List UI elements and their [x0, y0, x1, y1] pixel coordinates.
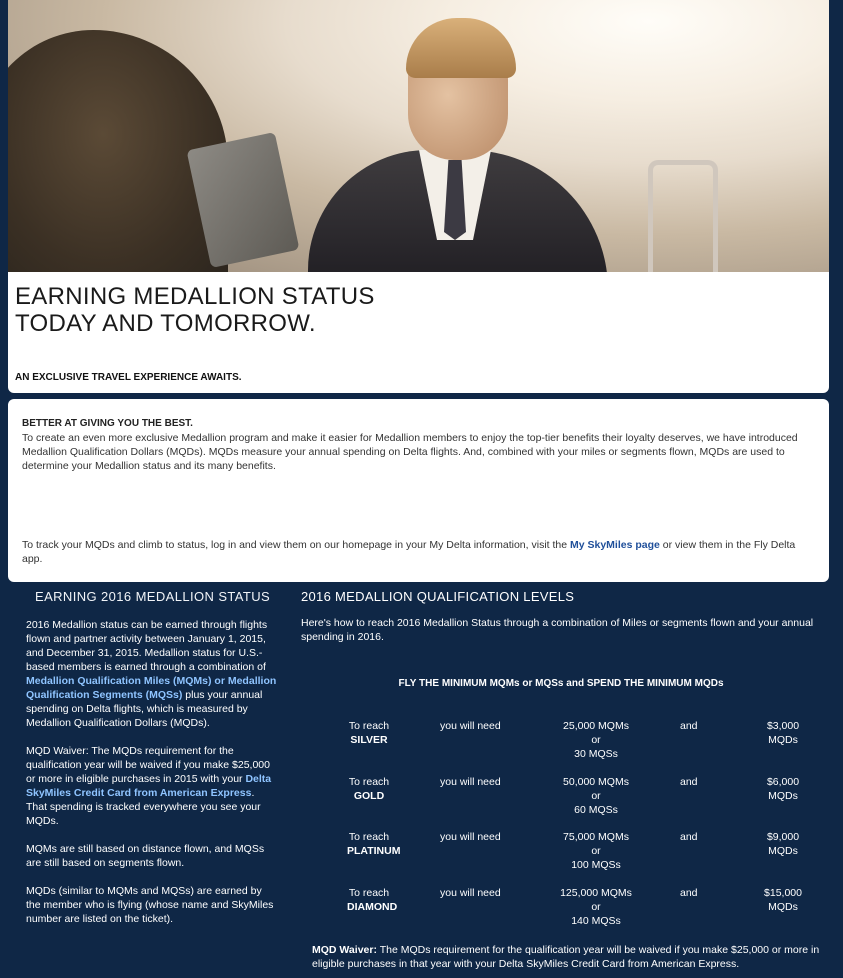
mqd-value: $6,000: [766, 776, 800, 788]
to-reach-label: To reach: [348, 776, 390, 788]
mqm-requirement: [551, 775, 641, 817]
and-label: and: [680, 831, 698, 843]
you-need-label: you will need: [440, 720, 501, 732]
earning-paragraph-1: [26, 618, 278, 730]
page-title: [15, 283, 375, 337]
page-title-line2: TODAY AND TOMORROW.: [15, 310, 316, 337]
and-label: and: [680, 720, 698, 732]
earning-paragraph-2: [26, 744, 278, 828]
earning-paragraph-4: MQDs (similar to MQMs and MQSs) are earned by the member who is flying (whose name and SkyMiles number are listed on the ticket).: [26, 885, 274, 925]
you-need-label: you will need: [440, 776, 501, 788]
level-tier-cell: [347, 775, 391, 803]
mqm-requirement: [551, 830, 641, 872]
you-need-label: you will need: [440, 831, 501, 843]
or-label: or: [591, 790, 601, 802]
title-card: [8, 272, 829, 393]
mqd-value: $9,000: [766, 831, 800, 843]
hero-hair: [406, 18, 516, 78]
mqd-waiver-note: [312, 943, 822, 971]
mqd-requirement: [755, 886, 811, 914]
level-row-silver: [301, 719, 821, 767]
levels-intro: Here's how to reach 2016 Medallion Status through a combination of Miles or segments flown and your annual spending in 2016.: [301, 617, 814, 643]
track-text-before: To track your MQDs and climb to status, log in and view them on our homepage in your My Delta information, visit the: [22, 539, 570, 551]
intro-track-text: [22, 538, 817, 566]
waiver-label: MQD Waiver:: [312, 944, 377, 956]
mqm-mqs-link[interactable]: Medallion Qualification Miles (MQMs) or Medallion Qualification Segments (MQSs): [26, 675, 277, 701]
track-text-after: or view them in the Fly Delta app.: [22, 539, 796, 565]
levels-heading: 2016 MEDALLION QUALIFICATION LEVELS: [301, 589, 575, 604]
earning-section: [26, 590, 278, 940]
intro-heading: BETTER AT GIVING YOU THE BEST.: [22, 418, 193, 429]
mqd-value: $3,000: [766, 720, 800, 732]
mqd-unit: MQDs: [768, 901, 798, 913]
mqm-requirement: [551, 719, 641, 761]
mqd-unit: MQDs: [768, 734, 798, 746]
level-tier-cell: [347, 830, 401, 858]
mqd-requirement: [755, 830, 811, 858]
mqm-value: 25,000 MQMs: [563, 720, 629, 732]
mqd-unit: MQDs: [768, 790, 798, 802]
earning-p2-after: . That spending is tracked everywhere you see your MQDs.: [26, 787, 261, 827]
levels-section: [301, 589, 821, 970]
mqs-value: 100 MQSs: [571, 859, 621, 871]
mqm-value: 125,000 MQMs: [560, 887, 632, 899]
or-label: or: [591, 845, 601, 857]
and-label: and: [680, 887, 698, 899]
page-title-line1: EARNING MEDALLION STATUS: [15, 283, 375, 310]
or-label: or: [591, 734, 601, 746]
to-reach-label: To reach: [348, 831, 390, 843]
earning-paragraph-3: MQMs are still based on distance flown, and MQSs are still based on segments flown.: [26, 843, 265, 869]
level-row-diamond: [301, 886, 821, 934]
earning-heading: EARNING 2016 MEDALLION STATUS: [35, 589, 271, 604]
earning-p2-before: MQD Waiver: The MQDs requirement for the qualification year will be waived if you make $25,000 or more in eligible purchases in 2015 with your: [26, 745, 270, 785]
tier-name: PLATINUM: [347, 845, 401, 857]
intro-body: To create an even more exclusive Medallion program and make it easier for Medallion members to enjoy the top-tier benefits their loyalty deserves, we have introduced Medallion Qualification Dollars (MQDs). MQDs measure your annual spending on Delta flights. And, combined with your miles or segments flown, MQDs are used to determine your Medallion status and its many benefits.: [22, 432, 798, 472]
mqm-value: 50,000 MQMs: [563, 776, 629, 788]
mqd-unit: MQDs: [768, 845, 798, 857]
earning-p1-before: 2016 Medallion status can be earned through flights flown and partner activity between January 1, 2015, and December 31, 2015. Medallion status for U.S.-based members is earned through a combination of: [26, 619, 268, 673]
tier-name: GOLD: [353, 790, 385, 802]
waiver-text: The MQDs requirement for the qualification year will be waived if you make $25,000 or more in eligible purchases in that year with your Delta SkyMiles Credit Card from American Express.: [312, 944, 820, 970]
level-row-gold: [301, 775, 821, 823]
mqd-value: $15,000: [764, 887, 802, 899]
my-skymiles-link[interactable]: My SkyMiles page: [570, 539, 660, 551]
or-label: or: [591, 901, 601, 913]
luggage-handle: [648, 160, 718, 272]
level-tier-cell: [347, 886, 398, 914]
and-label: and: [680, 776, 698, 788]
tier-name: DIAMOND: [347, 901, 398, 913]
levels-table-heading: FLY THE MINIMUM MQMs or MQSs and SPEND THE MINIMUM MQDs: [398, 678, 724, 689]
you-need-label: you will need: [440, 887, 501, 899]
mqs-value: 140 MQSs: [571, 915, 621, 927]
to-reach-label: To reach: [348, 887, 390, 899]
page-subtitle: AN EXCLUSIVE TRAVEL EXPERIENCE AWAITS.: [15, 372, 242, 383]
mqd-requirement: [755, 719, 811, 747]
mqm-requirement: [551, 886, 641, 928]
mqd-requirement: [755, 775, 811, 803]
mqm-value: 75,000 MQMs: [563, 831, 629, 843]
hero-image: [8, 0, 829, 272]
level-tier-cell: [347, 719, 391, 747]
intro-card: [8, 399, 829, 582]
mqs-value: 60 MQSs: [574, 804, 618, 816]
to-reach-label: To reach: [348, 720, 390, 732]
earning-p1-after: plus your annual spending on Delta flights, which is measured by Medallion Qualification Dollars (MQDs).: [26, 689, 263, 729]
tier-name: SILVER: [350, 734, 388, 746]
mqs-value: 30 MQSs: [574, 748, 618, 760]
level-row-platinum: [301, 830, 821, 878]
credit-card-link[interactable]: Delta SkyMiles Credit Card from American Express: [26, 773, 272, 799]
